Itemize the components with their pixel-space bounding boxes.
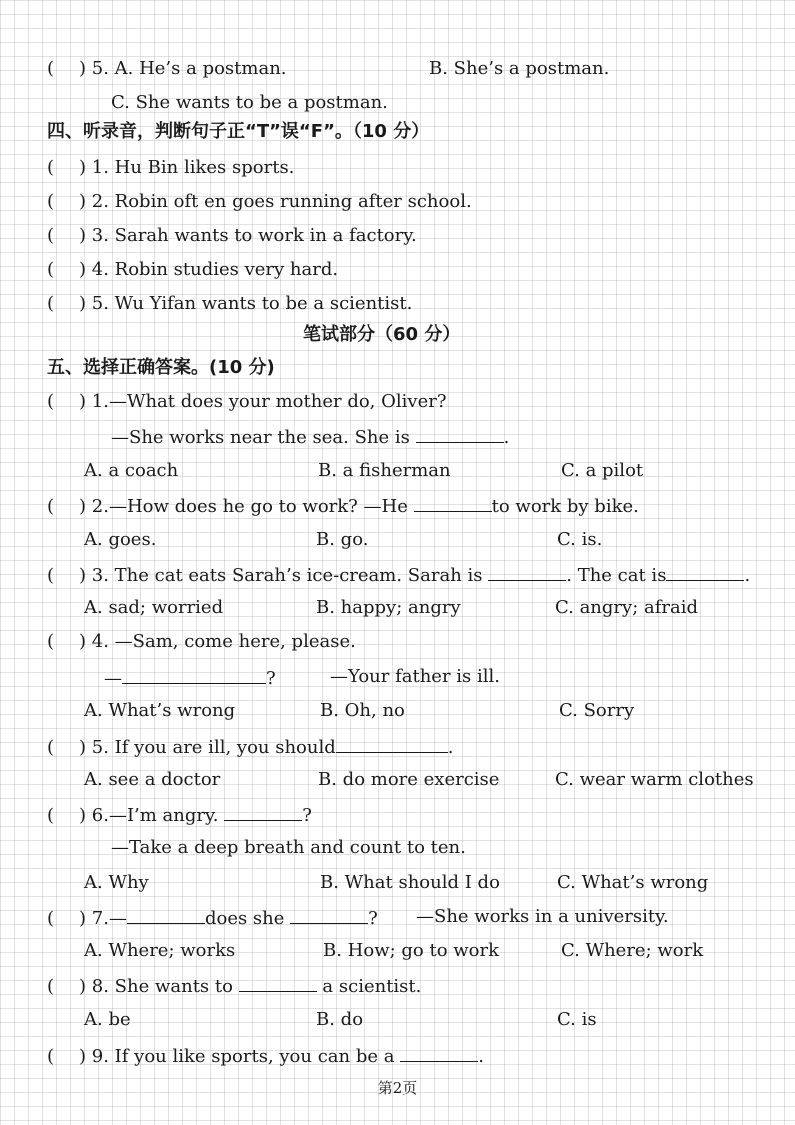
s5-q4-stem <box>47 630 356 654</box>
s5-q5-stem <box>47 734 454 758</box>
s5-q8-stem <box>47 973 421 997</box>
fill-blank[interactable] <box>239 973 317 992</box>
bracket-close: ) <box>79 391 87 412</box>
fill-blank[interactable] <box>414 493 492 512</box>
s5-q6-stem <box>47 802 312 826</box>
answer-bracket[interactable]: ( <box>47 1046 55 1067</box>
s3-q5-stem: ) 5. A. He’s a postman. <box>79 58 287 79</box>
s5-q7-stem <box>47 905 378 929</box>
answer-bracket[interactable]: ( <box>47 496 55 517</box>
bracket-close: ) <box>79 565 87 586</box>
answer-bracket[interactable]: ( <box>47 293 55 314</box>
fill-blank[interactable] <box>127 905 205 924</box>
page-number: 第2页 <box>377 1079 418 1097</box>
stem-text: 2.—How does he go to work? —He <box>91 496 408 517</box>
stem-text: . The cat is <box>566 565 667 586</box>
answer-bracket[interactable]: ( <box>47 805 55 826</box>
s4-item-4 <box>47 258 338 282</box>
s4-item-text: 5. Wu Yifan wants to be a scientist. <box>91 293 413 314</box>
answer-bracket[interactable]: ( <box>47 58 55 79</box>
s5-q1-stem <box>47 390 446 414</box>
s5-q8-option-a: A. be <box>84 1009 131 1030</box>
s5-q2-stem <box>47 493 639 517</box>
s5-q8-option-c: C. is <box>557 1009 597 1030</box>
s5-q5-option-b: B. do more exercise <box>318 769 500 790</box>
s4-item-2 <box>47 190 472 214</box>
bracket-close: ) <box>79 1046 87 1067</box>
s5-q2-option-c: C. is. <box>557 529 603 550</box>
s5-q1-option-a: A. a coach <box>84 460 179 481</box>
bracket-close: ) <box>79 157 87 178</box>
section4-heading: 四、听录音，判断句子正“T”误“F”。（10 分） <box>47 121 430 142</box>
s5-q7-option-c: C. Where; work <box>561 940 704 961</box>
stem-text: . <box>447 737 454 758</box>
stem-text: 1.—What does your mother do, Oliver? <box>91 391 447 412</box>
stem-text: 6.—I’m angry. <box>91 805 219 826</box>
bracket-close: ) <box>79 293 87 314</box>
answer-bracket[interactable]: ( <box>47 191 55 212</box>
s5-q6-line2: —Take a deep breath and count to ten. <box>111 837 466 858</box>
s5-q3-option-a: A. sad; worried <box>84 597 224 618</box>
stem-text: 5. If you are ill, you should <box>91 737 336 758</box>
fill-blank[interactable] <box>336 734 448 753</box>
s4-item-text: 3. Sarah wants to work in a factory. <box>91 225 417 246</box>
stem-text: does she <box>204 908 285 929</box>
s5-q4-option-a: A. What’s wrong <box>84 700 236 721</box>
stem-text: ? <box>266 668 276 689</box>
s5-q9-stem <box>47 1043 484 1067</box>
stem-text: 8. She wants to <box>91 976 233 997</box>
stem-text: . <box>503 427 510 448</box>
s4-item-1 <box>47 156 294 180</box>
s5-q1-line2 <box>111 424 509 448</box>
bracket-close: ) <box>79 805 87 826</box>
s5-q6-option-a: A. Why <box>84 872 149 893</box>
s4-item-5 <box>47 292 412 316</box>
s3-q5-option-c: C. She wants to be a postman. <box>111 92 388 113</box>
fill-blank[interactable] <box>416 424 504 443</box>
stem-text: . <box>478 1046 484 1067</box>
stem-text: 9. If you like sports, you can be a <box>91 1046 395 1067</box>
s5-q2-option-b: B. go. <box>316 529 369 550</box>
s5-q3-option-c: C. angry; afraid <box>555 597 698 618</box>
s5-q4-line2 <box>104 665 276 689</box>
answer-bracket[interactable]: ( <box>47 391 55 412</box>
stem-text: . <box>744 565 751 586</box>
s5-q7-option-a: A. Where; works <box>84 940 236 961</box>
s3-q5-option-b: B. She’s a postman. <box>429 58 610 79</box>
stem-text: ? <box>302 805 312 826</box>
s4-item-3 <box>47 224 417 248</box>
bracket-close: ) <box>79 976 87 997</box>
stem-text: —She works near the sea. She is <box>111 427 410 448</box>
written-part-heading: 笔试部分（60 分） <box>303 324 461 345</box>
s5-q5-option-a: A. see a doctor <box>84 769 221 790</box>
s5-q7-option-b: B. How; go to work <box>323 940 500 961</box>
answer-bracket[interactable]: ( <box>47 565 55 586</box>
fill-blank[interactable] <box>400 1043 478 1062</box>
stem-text: ? <box>368 908 378 929</box>
stem-text: 3. The cat eats Sarah’s ice-cream. Sarah is <box>91 565 483 586</box>
section5-heading: 五、选择正确答案。(10 分) <box>47 357 275 378</box>
s5-q4-answer-line: —Your father is ill. <box>330 666 500 687</box>
bracket-close: ) <box>79 191 87 212</box>
s4-item-text: 4. Robin studies very hard. <box>91 259 339 280</box>
bracket-close: ) <box>79 737 87 758</box>
bracket-close: ) <box>79 259 87 280</box>
bracket-close: ) <box>79 225 87 246</box>
s3-q5-line <box>47 57 287 81</box>
stem-text: 7.— <box>91 908 127 929</box>
fill-blank[interactable] <box>290 905 368 924</box>
s4-item-text: 2. Robin oft en goes running after school. <box>91 191 472 212</box>
s5-q7-answer-line: —She works in a university. <box>416 906 669 927</box>
stem-text: a scientist. <box>322 976 422 997</box>
answer-bracket[interactable]: ( <box>47 631 55 652</box>
s5-q4-option-b: B. Oh, no <box>320 700 405 721</box>
s5-q4-option-c: C. Sorry <box>559 700 635 721</box>
s5-q3-stem <box>47 562 750 586</box>
s4-item-text: 1. Hu Bin likes sports. <box>91 157 295 178</box>
answer-bracket[interactable]: ( <box>47 259 55 280</box>
fill-blank[interactable] <box>488 562 566 581</box>
stem-text: to work by bike. <box>491 496 639 517</box>
s5-q1-option-c: C. a pilot <box>561 460 644 481</box>
s5-q6-option-c: C. What’s wrong <box>557 872 709 893</box>
s5-q2-option-a: A. goes. <box>84 529 157 550</box>
stem-text: — <box>104 668 122 689</box>
bracket-close: ) <box>79 908 87 929</box>
answer-bracket[interactable]: ( <box>47 225 55 246</box>
answer-bracket[interactable]: ( <box>47 157 55 178</box>
s5-q6-option-b: B. What should I do <box>320 872 500 893</box>
fill-blank[interactable] <box>666 562 744 581</box>
bracket-close: ) <box>79 631 87 652</box>
answer-bracket[interactable]: ( <box>47 737 55 758</box>
s5-q1-option-b: B. a fisherman <box>318 460 451 481</box>
fill-blank[interactable] <box>122 665 266 684</box>
s5-q3-option-b: B. happy; angry <box>316 597 461 618</box>
answer-bracket[interactable]: ( <box>47 908 55 929</box>
s5-q5-option-c: C. wear warm clothes <box>555 769 754 790</box>
answer-bracket[interactable]: ( <box>47 976 55 997</box>
stem-text: 4. —Sam, come here, please. <box>91 631 356 652</box>
fill-blank[interactable] <box>224 802 302 821</box>
s5-q8-option-b: B. do <box>316 1009 364 1030</box>
bracket-close: ) <box>79 496 87 517</box>
